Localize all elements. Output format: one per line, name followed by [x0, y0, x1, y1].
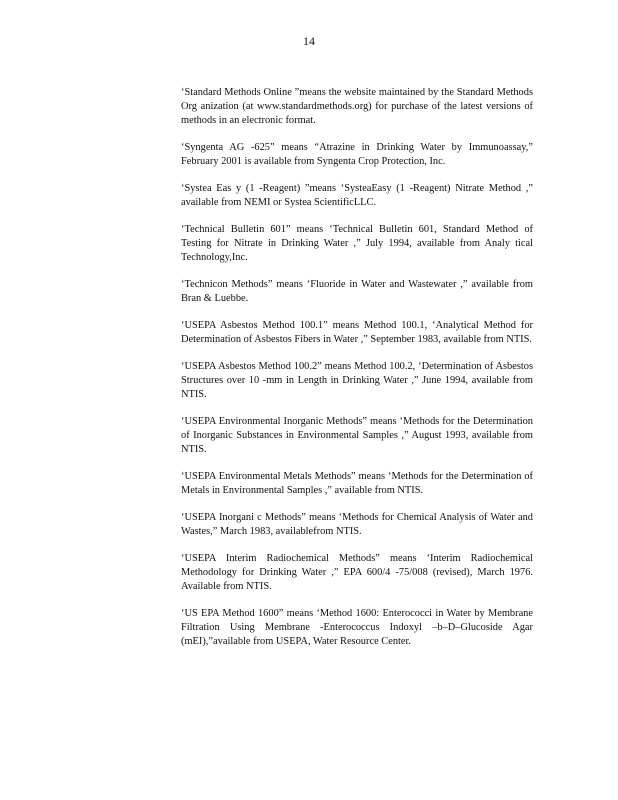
definition-usepa-asbestos-100-1: ‘USEPA Asbestos Method 100.1” means Method 100.1, ‘Analytical Method for Determination of Asbestos Fibers in Water ,” September 1983, available from NTIS.: [181, 320, 533, 345]
definition-usepa-asbestos-100-2: ‘USEPA Asbestos Method 100.2” means Method 100.2, ‘Determination of Asbestos Structures over 10 -mm in Length in Drinking Water ,” June 1994, available from NTIS.: [181, 361, 533, 400]
definitions-list: [181, 86, 533, 662]
definition-syngenta-ag-625: ‘Syngenta AG -625” means “Atrazine in Drinking Water by Immunoassay,” February 2001 is available from Syngenta Crop Protection, Inc.: [181, 142, 533, 167]
definition-usepa-environmental-metals: ‘USEPA Environmental Metals Methods” means ‘Methods for the Determination of Metals in Environmental Samples ,” available from NTIS.: [181, 471, 533, 496]
definition-us-epa-method-1600: ‘US EPA Method 1600” means ‘Method 1600: Enterococci in Water by Membrane Filtration Using Membrane -Enterococcus Indoxyl –b–D–Glucoside Agar (mEI),”available from USEPA, Water Resource Center.: [181, 608, 533, 647]
definition-technical-bulletin-601: ‘Technical Bulletin 601” means ‘Technical Bulletin 601, Standard Method of Testing for Nitrate in Drinking Water ,” July 1994, available from Analy tical Technology,Inc.: [181, 224, 533, 263]
definition-usepa-inorganic-methods: ‘USEPA Inorgani c Methods” means ‘Methods for Chemical Analysis of Water and Wastes,” March 1983, availablefrom NTIS.: [181, 512, 533, 537]
definition-technicon-methods: ‘Technicon Methods” means ‘Fluoride in Water and Wastewater ,” available from Bran & Luebbe.: [181, 279, 533, 304]
page-number: 14: [303, 34, 315, 48]
definition-usepa-interim-radiochemical: ‘USEPA Interim Radiochemical Methods” means ‘Interim Radiochemical Methodology for Drinking Water ,” EPA 600/4 -75/008 (revised), March 1976. Available from NTIS.: [181, 553, 533, 592]
definition-systea-easy: ‘Systea Eas y (1 -Reagent) ”means ‘SysteaEasy (1 -Reagent) Nitrate Method ,” available from NEMI or Systea ScientificLLC.: [181, 183, 533, 208]
definition-standard-methods-online: ‘Standard Methods Online ”means the website maintained by the Standard Methods Org anization (at www.standardmethods.org) for purchase of the latest versions of methods in an electronic format.: [181, 87, 533, 126]
definition-usepa-environmental-inorganic: ‘USEPA Environmental Inorganic Methods” means ‘Methods for the Determination of Inorganic Substances in Environmental Samples ,” August 1993, available from NTIS.: [181, 416, 533, 455]
